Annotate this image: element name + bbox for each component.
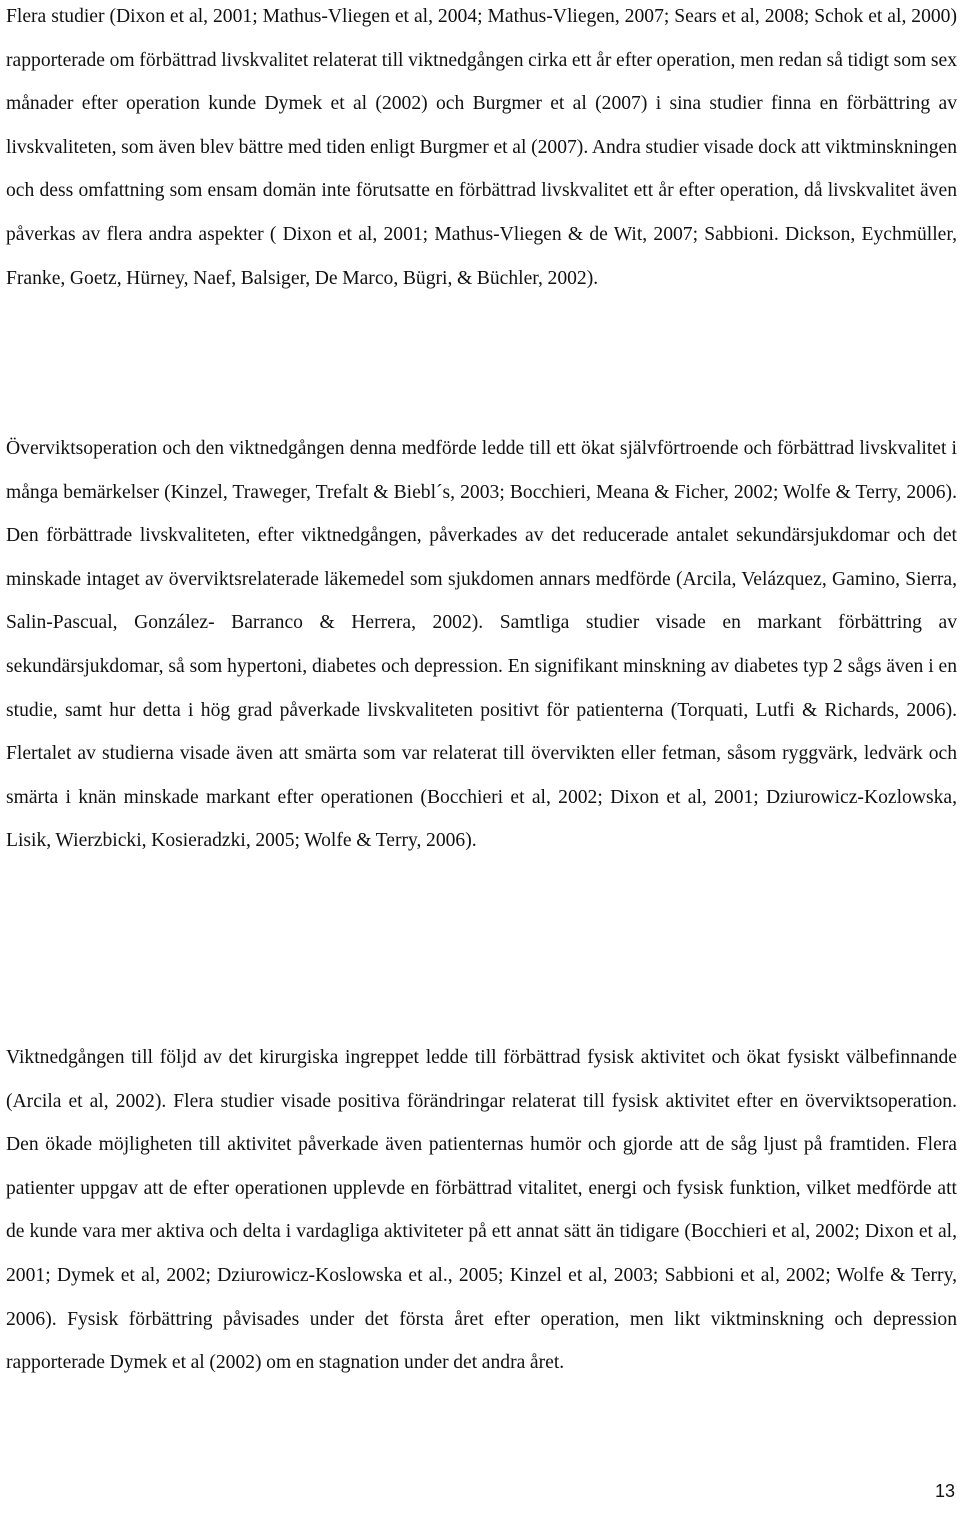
body-paragraph: Flera studier (Dixon et al, 2001; Mathus-Vliegen et al, 2004; Mathus-Vliegen, 2007; Sears et al, 2008; Schok et al, 2000) rapporterade om förbättrad livskvalitet relaterat till viktnedgången cirka ett år efter operation, men redan så tidigt som sex månader efter operation kunde Dymek et al (2002) och Burgmer et al (2007) i sina studier finna en förbättring av livskvaliteten, som även blev bättre med tiden enligt Burgmer et al (2007). Andra studier visade dock att viktminskningen och dess omfattning som ensam domän inte förutsatte en förbättrad livskvalitet ett år efter operation, då livskvalitet även påverkas av flera andra aspekter ( Dixon et al, 2001; Mathus-Vliegen & de Wit, 2007; Sabbioni. Dickson, Eychmüller, Franke, Goetz, Hürney, Naef, Balsiger, De Marco, Bügri, & Büchler, 2002). <box>6 6 957 289</box>
body-paragraph: Viktnedgången till följd av det kirurgiska ingreppet ledde till förbättrad fysisk aktivitet och ökat fysiskt välbefinnande (Arcila et al, 2002). Flera studier visade positiva förändringar relaterat till fysisk aktivitet efter en överviktsoperation. Den ökade möjligheten till aktivitet påverkade även patienternas humör och gjorde att de såg ljust på framtiden. Flera patienter uppgav att de efter operationen upplevde en förbättrad vitalitet, energi och fysisk funktion, vilket medförde att de kunde vara mer aktiva och delta i vardagliga aktiviteter på ett annat sätt än tidigare (Bocchieri et al, 2002; Dixon et al, 2001; Dymek et al, 2002; Dziurowicz-Koslowska et al., 2005; Kinzel et al, 2003; Sabbioni et al, 2002; Wolfe & Terry, 2006). Fysisk förbättring påvisades under det första året efter operation, men likt viktminskning och depression rapporterade Dymek et al (2002) om en stagnation under det andra året. <box>6 1047 957 1374</box>
body-paragraph: Överviktsoperation och den viktnedgången denna medförde ledde till ett ökat självförtroende och förbättrad livskvalitet i många bemärkelser (Kinzel, Traweger, Trefalt & Biebl´s, 2003; Bocchieri, Meana & Ficher, 2002; Wolfe & Terry, 2006). Den förbättrade livskvaliteten, efter viktnedgången, påverkades av det reducerade antalet sekundärsjukdomar och det minskade intaget av överviktsrelaterade läkemedel som sjukdomen annars medförde (Arcila, Velázquez, Gamino, Sierra, Salin-Pascual, González- Barranco & Herrera, 2002). Samtliga studier visade en markant förbättring av sekundärsjukdomar, så som hypertoni, diabetes och depression. En signifikant minskning av diabetes typ 2 sågs även i en studie, samt hur detta i hög grad påverkade livskvaliteten positivt för patienterna (Torquati, Lutfi & Richards, 2006). Flertalet av studierna visade även att smärta som var relaterat till övervikten eller fetman, såsom ryggvärk, ledvärk och smärta i knän minskade markant efter operationen (Bocchieri et al, 2002; Dixon et al, 2001; Dziurowicz-Kozlowska, Lisik, Wierzbicki, Kosieradzki, 2005; Wolfe & Terry, 2006). <box>6 438 957 852</box>
page-number: 13 <box>934 1481 955 1501</box>
